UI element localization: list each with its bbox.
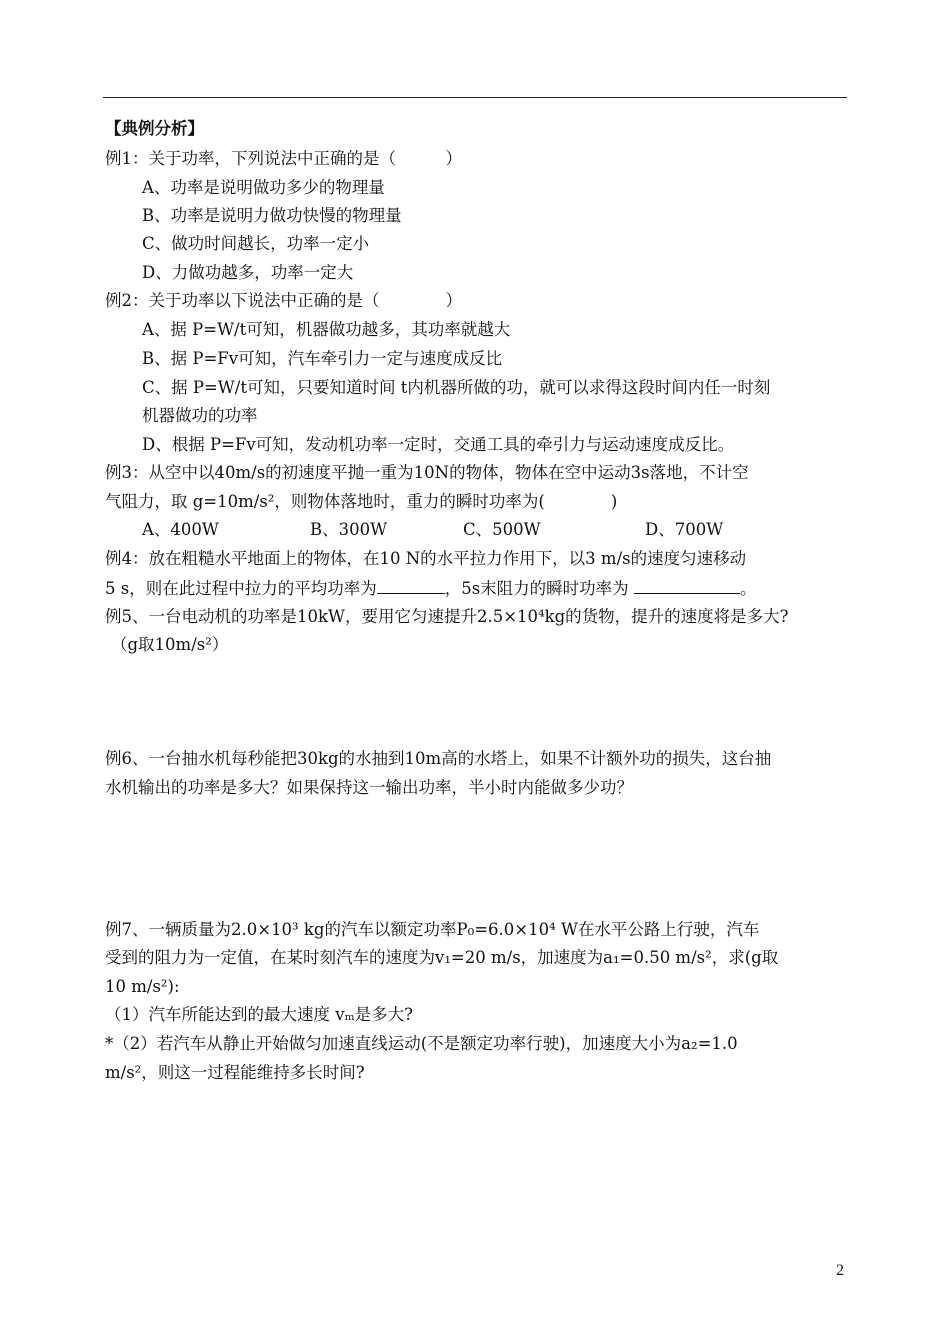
example-2-option-d: D、根据 P=Fv可知，发动机功率一定时，交通工具的牵引力与运动速度成反比。 (142, 435, 735, 454)
example-7-line-2: 受到的阻力为一定值，在某时刻汽车的速度为v₁=20 m/s，加速度为a₁=0.50 m/s²，求(g取 (105, 948, 779, 967)
example-1-stem: 例1：关于功率，下列说法中正确的是（ ） (105, 149, 462, 168)
example-5-line-1: 例5、一台电动机的功率是10kW，要用它匀速提升2.5×10⁴kg的货物，提升的速度将是多大? (105, 607, 789, 626)
example-5-line-2: （g取10m/s²） (111, 635, 229, 654)
example-1-option-c: C、做功时间越长，功率一定小 (142, 234, 370, 253)
example-7-line-1: 例7、一辆质量为2.0×10³ kg的汽车以额定功率P₀=6.0×10⁴ W在水平公路上行驶，汽车 (105, 920, 760, 939)
example-7-question-2-continued: m/s²，则这一过程能维持多长时间? (105, 1063, 365, 1082)
example-3-option-d: D、700W (645, 520, 724, 539)
example-3-option-a: A、400W (142, 520, 219, 539)
example-2-option-c: C、据 P=W/t可知，只要知道时间 t内机器所做的功，就可以求得这段时间内任一时刻 (142, 378, 771, 397)
example-6-line-1: 例6、一台抽水机每秒能把30kg的水抽到10m高的水塔上，如果不计额外功的损失，这台抽 (105, 749, 772, 768)
example-1-option-d: D、力做功越多，功率一定大 (142, 263, 354, 282)
example-2-stem: 例2：关于功率以下说法中正确的是（ ） (105, 291, 462, 310)
example-7-question-1: （1）汽车所能达到的最大速度 vₘ是多大? (105, 1005, 414, 1024)
example-7-question-2: *（2）若汽车从静止开始做匀加速直线运动(不是额定功率行驶)，加速度大小为a₂=1.0 (105, 1034, 738, 1053)
example-3-line-2: 气阻力，取 g=10m/s²，则物体落地时，重力的瞬时功率为( ) (105, 492, 618, 511)
example-3-line-1: 例3：从空中以40m/s的初速度平抛一重为10N的物体，物体在空中运动3s落地，不计空 (105, 463, 749, 482)
example-2-option-a: A、据 P=W/t可知，机器做功越多，其功率就越大 (142, 320, 511, 339)
example-4-text-c: 。 (739, 579, 757, 598)
section-title: 【典例分析】 (105, 119, 204, 138)
example-3-option-b: B、300W (310, 520, 388, 539)
example-2-option-c-continued: 机器做功的功率 (142, 406, 258, 425)
average-power-blank[interactable] (377, 577, 445, 594)
example-4-text-a: 5 s，则在此过程中拉力的平均功率为 (105, 579, 377, 598)
example-2-option-b: B、据 P=Fv可知，汽车牵引力一定与速度成反比 (142, 349, 503, 368)
example-6-line-2: 水机输出的功率是多大？如果保持这一输出功率，半小时内能做多少功？ (105, 778, 633, 797)
page-number: 2 (836, 1262, 844, 1279)
example-7-line-3: 10 m/s²): (105, 977, 180, 996)
example-1-option-b: B、功率是说明力做功快慢的物理量 (142, 206, 402, 225)
example-4-text-b: ，5s末阻力的瞬时功率为 (444, 579, 629, 598)
example-4-line-1: 例4：放在粗糙水平地面上的物体，在10 N的水平拉力作用下，以3 m/s的速度匀速移动 (105, 549, 747, 568)
example-4-line-2 (105, 577, 756, 600)
example-1-option-a: A、功率是说明做功多少的物理量 (142, 178, 385, 197)
example-3-option-c: C、500W (463, 520, 541, 539)
header-rule (103, 97, 847, 98)
instant-power-blank[interactable] (634, 577, 740, 594)
